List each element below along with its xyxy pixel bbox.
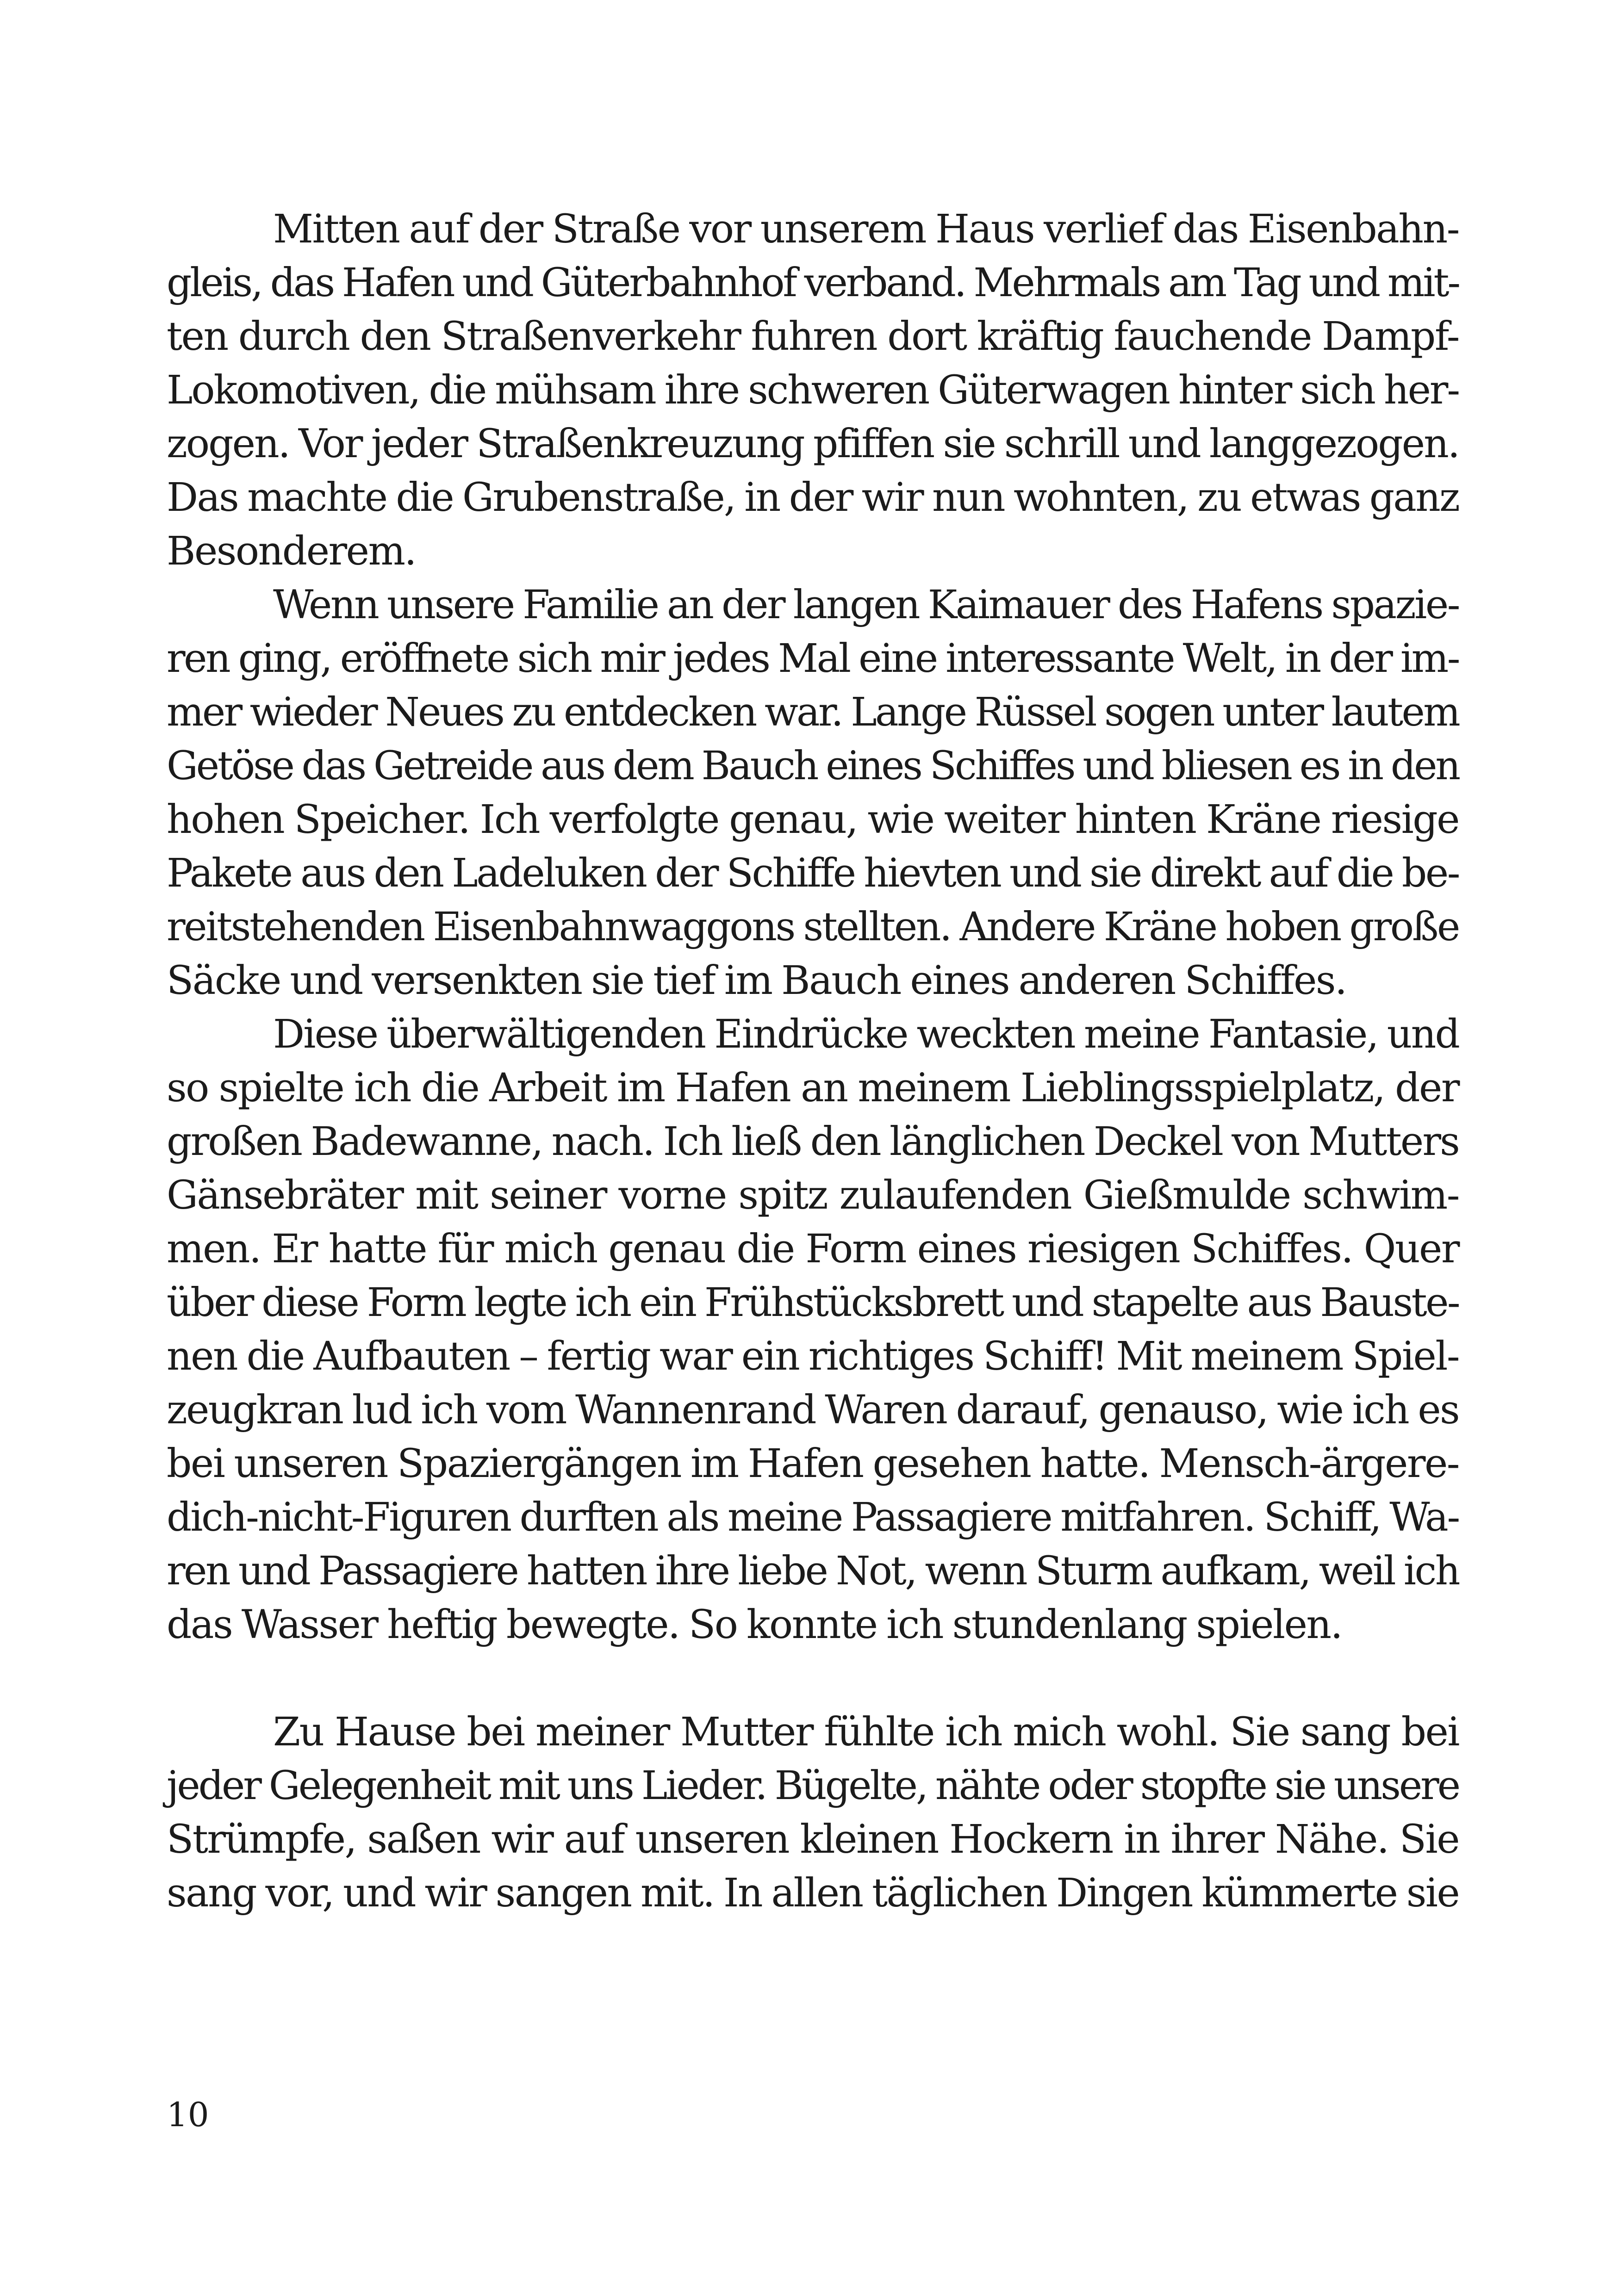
body-text: [167, 203, 1459, 1920]
text-line: gleis, das Hafen und Güterbahnhof verband. Mehrmals am Tag und mit-: [167, 260, 1459, 306]
text-line: dich-nicht-Figuren durften als meine Passagiere mitfahren. Schiff, Wa-: [167, 1495, 1459, 1540]
text-line: Mitten auf der Straße vor unserem Haus verlief das Eisenbahn-: [273, 206, 1459, 252]
text-line: Das machte die Grubenstraße, in der wir nun wohnten, zu etwas ganz: [167, 475, 1459, 521]
text-line: sang vor, und wir sangen mit. In allen täglichen Dingen kümmerte sie: [167, 1870, 1459, 1916]
text-line: das Wasser heftig bewegte. So konnte ich stundenlang spielen.: [167, 1602, 1342, 1648]
text-line: Wenn unsere Familie an der langen Kaimauer des Hafens spazie-: [273, 582, 1459, 628]
text-line: zogen. Vor jeder Straßenkreuzung pfiffen sie schrill und langgezogen.: [167, 421, 1459, 467]
paragraph: [167, 1008, 1459, 1652]
text-line: Säcke und versenkten sie tief im Bauch eines anderen Schiffes.: [167, 958, 1346, 1004]
text-line: Zu Hause bei meiner Mutter fühlte ich mich wohl. Sie sang bei: [273, 1709, 1459, 1755]
text-line: so spielte ich die Arbeit im Hafen an meinem Lieblingsspielplatz, der: [167, 1065, 1459, 1111]
text-line: men. Er hatte für mich genau die Form eines riesigen Schiffes. Quer: [167, 1226, 1459, 1272]
text-line: über diese Form legte ich ein Frühstücksbrett und stapelte aus Bauste-: [167, 1280, 1459, 1326]
paragraph: [167, 203, 1459, 578]
paragraph: [167, 578, 1459, 1008]
text-line: Diese überwältigenden Eindrücke weckten meine Fantasie, und: [273, 1011, 1459, 1057]
text-line: nen die Aufbauten – fertig war ein richtiges Schiff! Mit meinem Spiel-: [167, 1334, 1459, 1379]
text-line: ren ging, eröffnete sich mir jedes Mal eine interessante Welt, in der im-: [167, 636, 1459, 682]
text-line: großen Badewanne, nach. Ich ließ den länglichen Deckel von Mutters: [167, 1119, 1459, 1165]
text-line: mer wieder Neues zu entdecken war. Lange Rüssel sogen unter lautem: [167, 689, 1459, 735]
paragraph: [167, 1706, 1459, 1920]
text-line: Lokomotiven, die mühsam ihre schweren Güterwagen hinter sich her-: [167, 367, 1459, 413]
text-line: jeder Gelegenheit mit uns Lieder. Bügelte, nähte oder stopfte sie unsere: [167, 1763, 1459, 1809]
text-line: Pakete aus den Ladeluken der Schiffe hievten und sie direkt auf die be-: [167, 850, 1459, 896]
text-line: Besonderem.: [167, 528, 416, 574]
text-line: hohen Speicher. Ich verfolgte genau, wie weiter hinten Kräne riesige: [167, 797, 1459, 843]
text-line: Strümpfe, saßen wir auf unseren kleinen Hockern in ihrer Nähe. Sie: [167, 1817, 1459, 1862]
text-line: zeugkran lud ich vom Wannenrand Waren darauf, genauso, wie ich es: [167, 1387, 1459, 1433]
page-number: 10: [167, 2095, 209, 2134]
text-line: ten durch den Straßenverkehr fuhren dort kräftig fauchende Dampf-: [167, 314, 1459, 360]
text-line: bei unseren Spaziergängen im Hafen gesehen hatte. Mensch-ärgere-: [167, 1441, 1459, 1487]
text-line: Getöse das Getreide aus dem Bauch eines Schiffes und bliesen es in den: [167, 743, 1459, 789]
text-line: reitstehenden Eisenbahnwaggons stellten. Andere Kräne hoben große: [167, 904, 1459, 950]
text-line: Gänsebräter mit seiner vorne spitz zulaufenden Gießmulde schwim-: [167, 1173, 1459, 1218]
text-line: ren und Passagiere hatten ihre liebe Not, wenn Sturm aufkam, weil ich: [167, 1548, 1459, 1594]
section-break: [167, 1652, 1459, 1706]
